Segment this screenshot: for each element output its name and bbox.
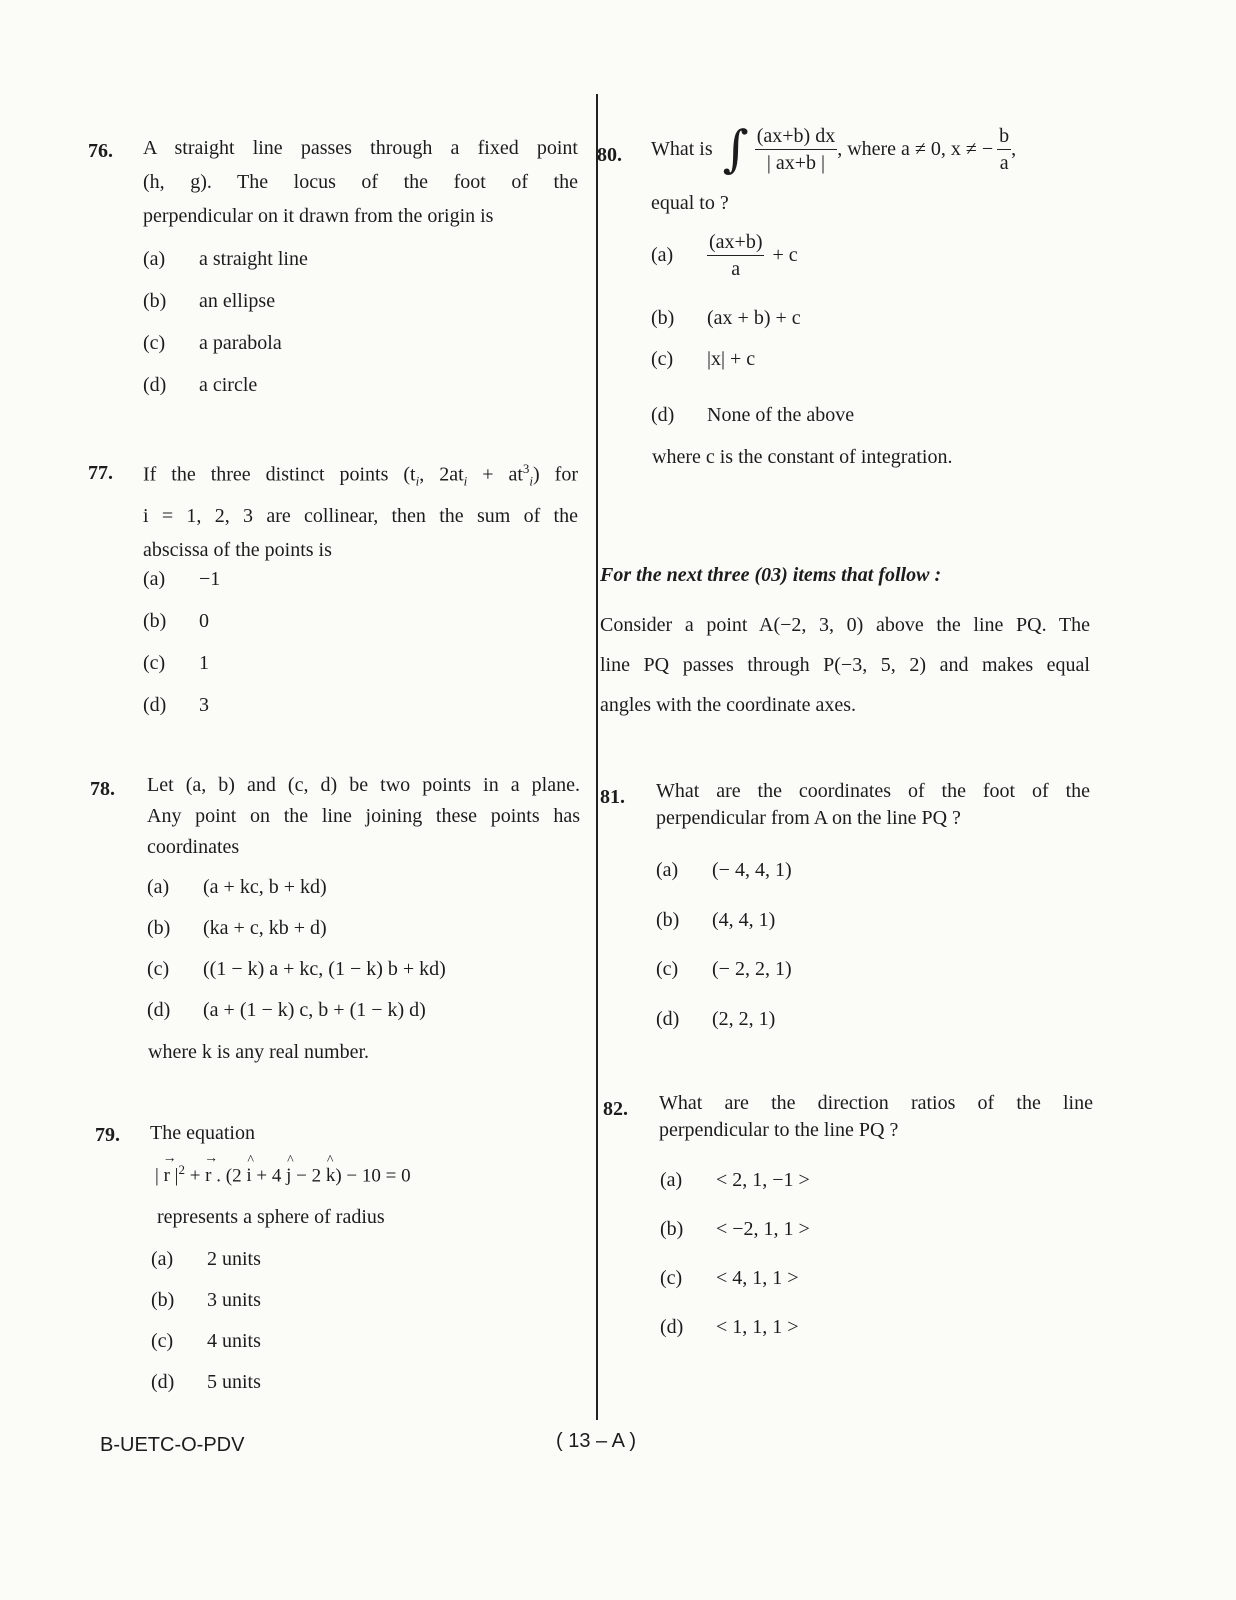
option-text: a parabola (199, 332, 282, 354)
option-d[interactable] (651, 404, 854, 427)
question-81-stem (656, 778, 1090, 832)
option-label: (c) (143, 332, 166, 354)
option-text: (a + kc, b + kd) (203, 876, 327, 898)
option-text: 4 units (207, 1330, 261, 1352)
option-d[interactable] (660, 1316, 799, 1339)
option-text: 2 units (207, 1248, 261, 1270)
option-d[interactable] (143, 694, 209, 717)
option-a[interactable] (651, 232, 798, 279)
stem-line: Let (a, b) and (c, d) be two points in a plane. (147, 774, 580, 796)
stem-line: perpendicular on it drawn from the origin is (143, 205, 494, 227)
stem-line: (h, g). The locus of the foot of the (143, 171, 578, 193)
passage-header: For the next three (03) items that follow : (600, 564, 942, 586)
integrand-fraction: $\frac{(ax+b) dx}{| ax+b |}$ (756, 124, 836, 174)
option-a[interactable] (151, 1248, 261, 1271)
option-text: (a + (1 − k) c, b + (1 − k) d) (203, 999, 426, 1021)
question-80-stem (651, 120, 1017, 178)
option-d[interactable] (656, 1008, 775, 1031)
question-78-note: where k is any real number. (148, 1041, 370, 1063)
option-c[interactable] (656, 958, 792, 981)
stem-line: If the three distinct points ($t_i$, $2at_i + at^3_i$) for (143, 461, 578, 489)
option-fraction: $\frac{(ax+b)}{a}$ (709, 231, 763, 280)
stem-line: What are the coordinates of the foot of the (656, 780, 1090, 802)
option-label: (a) (147, 876, 170, 898)
option-label: (d) (143, 694, 167, 716)
option-text: (ka + c, kb + d) (203, 917, 327, 939)
question-82-stem (659, 1090, 1093, 1144)
option-text: 3 units (207, 1289, 261, 1311)
option-label: (c) (151, 1330, 174, 1352)
option-text: 5 units (207, 1371, 261, 1393)
option-label: (a) (656, 859, 679, 881)
option-text: None of the above (707, 404, 855, 426)
integral-sign: ∫ (722, 120, 749, 178)
option-text: a straight line (199, 248, 308, 270)
option-text: (− 2, 2, 1) (712, 958, 792, 980)
option-label: (b) (143, 610, 167, 632)
option-a[interactable] (660, 1169, 810, 1192)
option-label: (b) (143, 290, 167, 312)
column-divider (596, 94, 598, 1420)
stem-line: What are the direction ratios of the line (659, 1092, 1093, 1114)
option-label: (d) (660, 1316, 684, 1338)
option-text: (2, 2, 1) (712, 1008, 776, 1030)
option-label: (a) (660, 1169, 683, 1191)
question-79-stem-cont: represents a sphere of radius (157, 1206, 385, 1228)
question-78-stem (147, 770, 580, 863)
passage-text (600, 605, 1090, 725)
stem-line: perpendicular to the line PQ ? (659, 1119, 899, 1141)
question-number: 76. (88, 140, 113, 162)
option-text: (− 4, 4, 1) (712, 859, 792, 881)
option-label: (d) (656, 1008, 680, 1030)
comma: , (1011, 137, 1017, 160)
option-text: (4, 4, 1) (712, 909, 776, 931)
option-b[interactable] (651, 307, 801, 330)
stem-line: perpendicular from A on the line PQ ? (656, 807, 961, 829)
option-label: (a) (143, 568, 166, 590)
option-text: < 2, 1, −1 > (716, 1169, 810, 1191)
option-label: (a) (151, 1248, 174, 1270)
booklet-code: B-UETC-O-PDV (100, 1434, 245, 1456)
option-text: a circle (199, 374, 258, 396)
option-a[interactable] (147, 876, 327, 899)
question-80-note: where c is the constant of integration. (652, 446, 953, 468)
option-label: (d) (151, 1371, 175, 1393)
option-c[interactable] (143, 652, 209, 675)
passage-line: angles with the coordinate axes. (600, 694, 857, 716)
option-a[interactable] (143, 568, 220, 591)
option-text: −1 (199, 568, 221, 590)
option-text: 1 (199, 652, 209, 674)
option-c[interactable] (143, 332, 282, 355)
question-76-stem (143, 131, 578, 233)
option-a[interactable] (143, 248, 308, 271)
option-label: (d) (147, 999, 171, 1021)
stem-text: What is (651, 137, 713, 160)
option-label: (c) (656, 958, 679, 980)
option-label: (b) (656, 909, 680, 931)
question-number: 81. (600, 786, 625, 808)
option-text: < −2, 1, 1 > (716, 1218, 810, 1240)
option-c[interactable] (651, 348, 755, 371)
passage-line: Consider a point A(−2, 3, 0) above the line PQ. The (600, 614, 1090, 636)
option-label: (a) (651, 244, 674, 266)
option-label: (c) (147, 958, 170, 980)
stem-line: A straight line passes through a fixed point (143, 137, 578, 159)
option-label: (c) (651, 348, 674, 370)
option-b[interactable] (656, 909, 775, 932)
option-label: (b) (147, 917, 171, 939)
option-text: |x| + c (707, 348, 756, 370)
option-text: ((1 − k) a + kc, (1 − k) b + kd) (203, 958, 446, 980)
option-text: < 4, 1, 1 > (716, 1267, 799, 1289)
question-79-stem: The equation (150, 1122, 255, 1144)
option-label: (b) (660, 1218, 684, 1240)
option-text: (ax + b) + c (707, 307, 801, 329)
option-label: (c) (143, 652, 166, 674)
option-text: < 1, 1, 1 > (716, 1316, 799, 1338)
option-b[interactable] (151, 1289, 261, 1312)
question-number: 77. (88, 462, 113, 484)
option-d[interactable] (151, 1371, 261, 1394)
b-over-a-fraction: $\frac{b}{a}$ (999, 124, 1010, 174)
option-label: (b) (151, 1289, 175, 1311)
option-b[interactable] (143, 610, 209, 633)
passage-line: line PQ passes through P(−3, 5, 2) and makes equal (600, 654, 1090, 676)
option-c[interactable] (151, 1330, 261, 1353)
option-c[interactable] (660, 1267, 799, 1290)
option-d[interactable] (143, 374, 257, 397)
option-label: (d) (651, 404, 675, 426)
option-text: + c (772, 244, 798, 266)
stem-line: i = 1, 2, 3 are collinear, then the sum of the (143, 504, 578, 527)
sphere-equation: | → r $|^2$ + → r . (2 ^ i + 4 ^ j − 2 ^ k) − 10 = 0 (155, 1162, 411, 1187)
option-label: (b) (651, 307, 675, 329)
question-77-stem (143, 452, 578, 567)
question-number: 82. (603, 1098, 628, 1120)
option-label: (c) (660, 1267, 683, 1289)
question-number: 80. (597, 144, 622, 166)
option-text: 3 (199, 694, 209, 716)
option-c[interactable] (147, 958, 446, 981)
option-a[interactable] (656, 859, 792, 882)
option-b[interactable] (143, 290, 275, 313)
question-number: 78. (90, 778, 115, 800)
stem-line: abscissa of the points is (143, 538, 332, 561)
stem-line: coordinates (147, 836, 240, 858)
stem-line: Any point on the line joining these points has (147, 805, 580, 827)
question-number: 79. (95, 1124, 120, 1146)
option-d[interactable] (147, 999, 426, 1022)
option-text: 0 (199, 610, 209, 632)
option-b[interactable] (147, 917, 327, 940)
page-number: ( 13 – A ) (556, 1430, 637, 1452)
option-b[interactable] (660, 1218, 810, 1241)
option-label: (a) (143, 248, 166, 270)
question-80-stem-cont: equal to ? (651, 192, 729, 214)
option-text: an ellipse (199, 290, 276, 312)
stem-text: , where a ≠ 0, x ≠ − (837, 137, 994, 160)
option-label: (d) (143, 374, 167, 396)
